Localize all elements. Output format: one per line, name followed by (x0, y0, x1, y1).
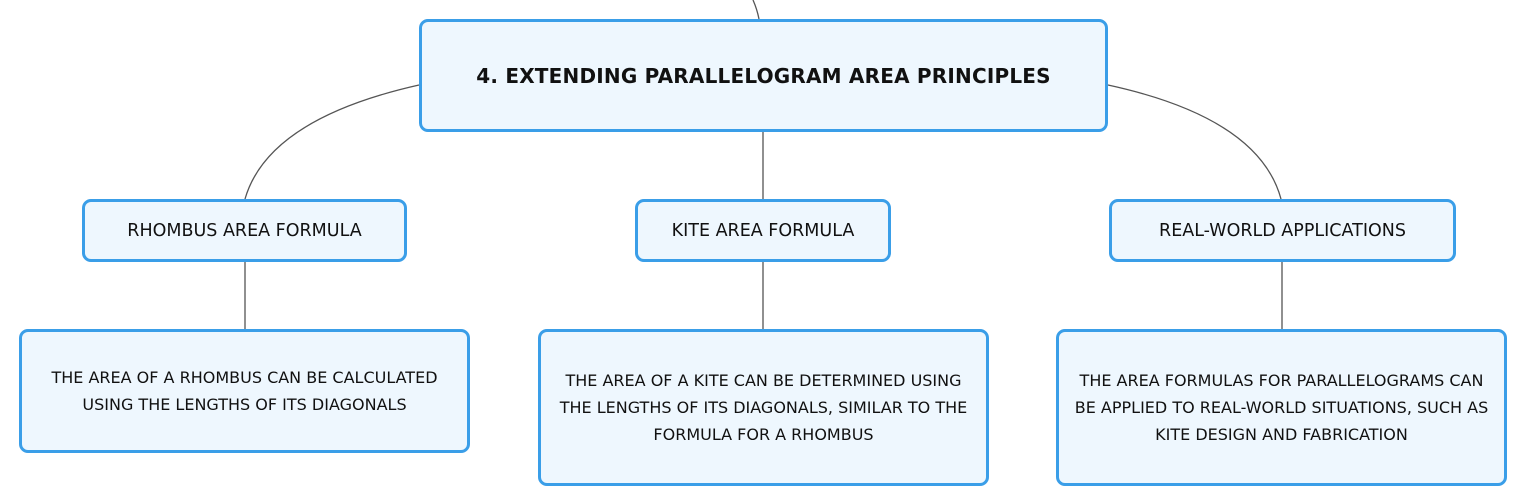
detail-node-text: THE AREA OF A RHOMBUS CAN BE CALCULATED USING THE LENGTHS OF ITS DIAGONALS (51, 368, 438, 414)
root-node-label: 4. EXTENDING PARALLELOGRAM AREA PRINCIPLES (476, 63, 1051, 88)
topic-node-label: RHOMBUS AREA FORMULA (127, 220, 362, 241)
topic-node-label: KITE AREA FORMULA (671, 220, 855, 241)
detail-node-text: THE AREA OF A KITE CAN BE DETERMINED USING THE LENGTHS OF ITS DIAGONALS, SIMILAR TO THE FORMULA FOR A RHOMBUS (559, 371, 968, 444)
detail-node-kite[interactable] (538, 329, 989, 486)
topic-node-kite-area-formula[interactable] (635, 199, 891, 262)
detail-node-rhombus[interactable] (19, 329, 470, 453)
root-node[interactable] (419, 19, 1108, 132)
topic-node-real-world-applications[interactable] (1109, 199, 1456, 262)
topic-node-rhombus-area-formula[interactable] (82, 199, 407, 262)
connector-parent-to-root (753, 0, 759, 19)
detail-node-applications[interactable] (1056, 329, 1507, 486)
connector-root-to-rhombus (245, 85, 419, 199)
detail-node-text: THE AREA FORMULAS FOR PARALLELOGRAMS CAN BE APPLIED TO REAL-WORLD SITUATIONS, SUCH AS KITE DESIGN AND FABRICATION (1074, 371, 1489, 444)
topic-node-label: REAL-WORLD APPLICATIONS (1159, 220, 1406, 241)
connector-root-to-applications (1108, 85, 1281, 199)
